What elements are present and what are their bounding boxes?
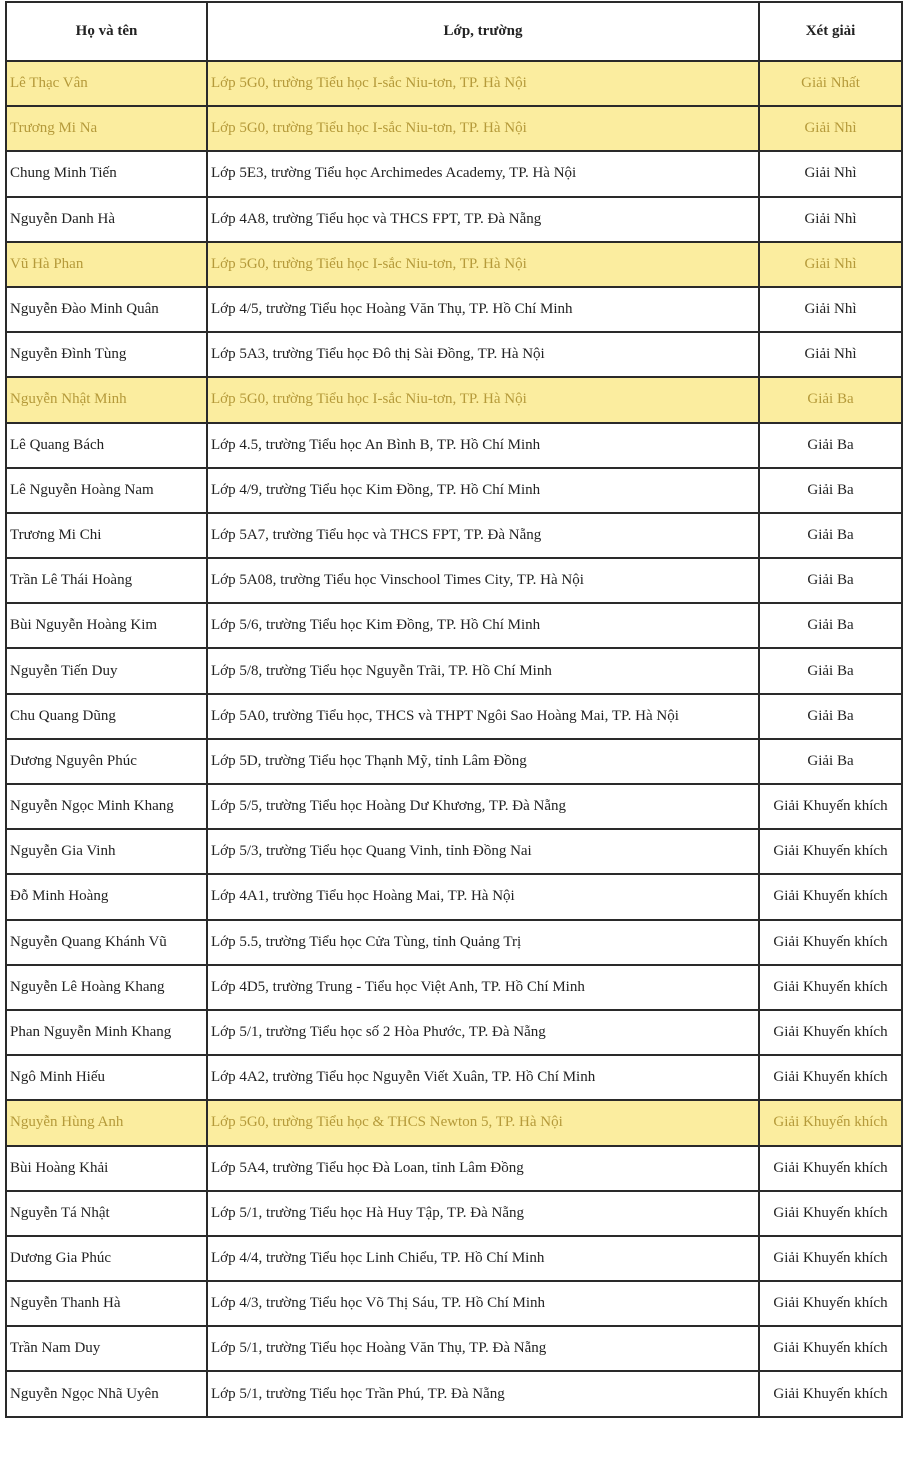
student-name: Phan Nguyễn Minh Khang [6, 1010, 207, 1055]
student-name: Trần Lê Thái Hoàng [6, 558, 207, 603]
student-name: Bùi Hoàng Khải [6, 1146, 207, 1191]
table-row [6, 151, 902, 196]
table-row [6, 965, 902, 1010]
table-row [6, 106, 902, 151]
award-level: Giải Nhì [759, 151, 902, 196]
student-name: Nguyễn Danh Hà [6, 197, 207, 242]
class-school: Lớp 5D, trường Tiểu học Thạnh Mỹ, tỉnh Lâm Đồng [207, 739, 759, 784]
student-name: Trần Nam Duy [6, 1326, 207, 1371]
table-row [6, 1371, 902, 1416]
student-name: Nguyễn Tá Nhật [6, 1191, 207, 1236]
class-school: Lớp 5A7, trường Tiểu học và THCS FPT, TP. Đà Nẵng [207, 513, 759, 558]
award-level: Giải Ba [759, 648, 902, 693]
student-name: Dương Gia Phúc [6, 1236, 207, 1281]
table-row [6, 603, 902, 648]
header-row [6, 2, 902, 61]
class-school: Lớp 5A4, trường Tiểu học Đà Loan, tỉnh Lâm Đồng [207, 1146, 759, 1191]
award-level: Giải Ba [759, 513, 902, 558]
class-school: Lớp 5/3, trường Tiểu học Quang Vinh, tỉnh Đồng Nai [207, 829, 759, 874]
award-level: Giải Ba [759, 377, 902, 422]
student-name: Nguyễn Thanh Hà [6, 1281, 207, 1326]
table-row [6, 242, 902, 287]
student-name: Nguyễn Ngọc Minh Khang [6, 784, 207, 829]
award-level: Giải Khuyến khích [759, 874, 902, 919]
table-row [6, 513, 902, 558]
table-row [6, 1100, 902, 1145]
class-school: Lớp 5.5, trường Tiểu học Cửa Tùng, tỉnh Quảng Trị [207, 920, 759, 965]
award-level: Giải Khuyến khích [759, 1281, 902, 1326]
class-school: Lớp 5G0, trường Tiểu học I-sắc Niu-tơn, TP. Hà Nội [207, 61, 759, 106]
table-row [6, 648, 902, 693]
table-row [6, 1055, 902, 1100]
class-school: Lớp 4A2, trường Tiểu học Nguyễn Viết Xuân, TP. Hồ Chí Minh [207, 1055, 759, 1100]
table-row [6, 874, 902, 919]
table-row [6, 377, 902, 422]
header-award: Xét giải [759, 2, 902, 61]
class-school: Lớp 5/1, trường Tiểu học Trần Phú, TP. Đà Nẵng [207, 1371, 759, 1416]
student-name: Chung Minh Tiến [6, 151, 207, 196]
table-body [6, 61, 902, 1417]
award-level: Giải Nhì [759, 197, 902, 242]
class-school: Lớp 5G0, trường Tiểu học I-sắc Niu-tơn, TP. Hà Nội [207, 242, 759, 287]
table-row [6, 829, 902, 874]
award-level: Giải Khuyến khích [759, 1191, 902, 1236]
student-name: Bùi Nguyễn Hoàng Kim [6, 603, 207, 648]
table-row [6, 1146, 902, 1191]
award-level: Giải Ba [759, 558, 902, 603]
table-row [6, 61, 902, 106]
student-name: Nguyễn Nhật Minh [6, 377, 207, 422]
student-name: Dương Nguyên Phúc [6, 739, 207, 784]
student-name: Nguyễn Đình Tùng [6, 332, 207, 377]
table-row [6, 1010, 902, 1055]
award-level: Giải Khuyến khích [759, 1100, 902, 1145]
award-level: Giải Nhì [759, 242, 902, 287]
student-name: Nguyễn Quang Khánh Vũ [6, 920, 207, 965]
student-name: Nguyễn Lê Hoàng Khang [6, 965, 207, 1010]
student-name: Trương Mi Na [6, 106, 207, 151]
class-school: Lớp 5A0, trường Tiểu học, THCS và THPT Ngôi Sao Hoàng Mai, TP. Hà Nội [207, 694, 759, 739]
table-row [6, 287, 902, 332]
student-name: Lê Nguyễn Hoàng Nam [6, 468, 207, 513]
class-school: Lớp 5/6, trường Tiểu học Kim Đồng, TP. Hồ Chí Minh [207, 603, 759, 648]
class-school: Lớp 5/8, trường Tiểu học Nguyễn Trãi, TP. Hồ Chí Minh [207, 648, 759, 693]
award-level: Giải Ba [759, 694, 902, 739]
class-school: Lớp 5G0, trường Tiểu học I-sắc Niu-tơn, TP. Hà Nội [207, 106, 759, 151]
table-row [6, 920, 902, 965]
award-level: Giải Nhì [759, 287, 902, 332]
table-row [6, 1191, 902, 1236]
table-row [6, 739, 902, 784]
student-name: Vũ Hà Phan [6, 242, 207, 287]
student-name: Nguyễn Hùng Anh [6, 1100, 207, 1145]
award-level: Giải Khuyến khích [759, 1010, 902, 1055]
header-name: Họ và tên [6, 2, 207, 61]
award-level: Giải Ba [759, 423, 902, 468]
award-level: Giải Ba [759, 468, 902, 513]
award-level: Giải Nhì [759, 332, 902, 377]
class-school: Lớp 4/9, trường Tiểu học Kim Đồng, TP. Hồ Chí Minh [207, 468, 759, 513]
class-school: Lớp 5E3, trường Tiểu học Archimedes Academy, TP. Hà Nội [207, 151, 759, 196]
student-name: Nguyễn Gia Vinh [6, 829, 207, 874]
award-level: Giải Khuyến khích [759, 1326, 902, 1371]
table-row [6, 197, 902, 242]
class-school: Lớp 5A3, trường Tiểu học Đô thị Sài Đồng, TP. Hà Nội [207, 332, 759, 377]
table-row [6, 558, 902, 603]
student-name: Đỗ Minh Hoàng [6, 874, 207, 919]
table-row [6, 1326, 902, 1371]
class-school: Lớp 5/5, trường Tiểu học Hoàng Dư Khương, TP. Đà Nẵng [207, 784, 759, 829]
student-name: Nguyễn Tiến Duy [6, 648, 207, 693]
student-name: Lê Quang Bách [6, 423, 207, 468]
class-school: Lớp 5G0, trường Tiểu học I-sắc Niu-tơn, TP. Hà Nội [207, 377, 759, 422]
class-school: Lớp 4A8, trường Tiểu học và THCS FPT, TP. Đà Nẵng [207, 197, 759, 242]
award-level: Giải Khuyến khích [759, 784, 902, 829]
table-row [6, 784, 902, 829]
class-school: Lớp 4.5, trường Tiểu học An Bình B, TP. Hồ Chí Minh [207, 423, 759, 468]
header-class: Lớp, trường [207, 2, 759, 61]
award-level: Giải Khuyến khích [759, 920, 902, 965]
award-level: Giải Ba [759, 739, 902, 784]
table-row [6, 332, 902, 377]
awards-table [5, 1, 903, 1418]
award-level: Giải Nhì [759, 106, 902, 151]
table-row [6, 1236, 902, 1281]
award-level: Giải Khuyến khích [759, 829, 902, 874]
student-name: Trương Mi Chi [6, 513, 207, 558]
table-row [6, 423, 902, 468]
student-name: Chu Quang Dũng [6, 694, 207, 739]
class-school: Lớp 5/1, trường Tiểu học Hà Huy Tập, TP. Đà Nẵng [207, 1191, 759, 1236]
award-level: Giải Khuyến khích [759, 1236, 902, 1281]
class-school: Lớp 5A08, trường Tiểu học Vinschool Times City, TP. Hà Nội [207, 558, 759, 603]
class-school: Lớp 4/3, trường Tiểu học Võ Thị Sáu, TP. Hồ Chí Minh [207, 1281, 759, 1326]
table-row [6, 468, 902, 513]
class-school: Lớp 4/4, trường Tiểu học Linh Chiểu, TP. Hồ Chí Minh [207, 1236, 759, 1281]
class-school: Lớp 5/1, trường Tiểu học số 2 Hòa Phước, TP. Đà Nẵng [207, 1010, 759, 1055]
table-row [6, 694, 902, 739]
student-name: Ngô Minh Hiếu [6, 1055, 207, 1100]
award-level: Giải Nhất [759, 61, 902, 106]
class-school: Lớp 4A1, trường Tiểu học Hoàng Mai, TP. Hà Nội [207, 874, 759, 919]
class-school: Lớp 4/5, trường Tiểu học Hoàng Văn Thụ, TP. Hồ Chí Minh [207, 287, 759, 332]
table-row [6, 1281, 902, 1326]
class-school: Lớp 4D5, trường Trung - Tiểu học Việt Anh, TP. Hồ Chí Minh [207, 965, 759, 1010]
student-name: Lê Thạc Vân [6, 61, 207, 106]
award-level: Giải Ba [759, 603, 902, 648]
award-level: Giải Khuyến khích [759, 1371, 902, 1416]
award-level: Giải Khuyến khích [759, 965, 902, 1010]
class-school: Lớp 5G0, trường Tiểu học & THCS Newton 5, TP. Hà Nội [207, 1100, 759, 1145]
award-level: Giải Khuyến khích [759, 1146, 902, 1191]
award-level: Giải Khuyến khích [759, 1055, 902, 1100]
student-name: Nguyễn Đào Minh Quân [6, 287, 207, 332]
student-name: Nguyễn Ngọc Nhã Uyên [6, 1371, 207, 1416]
class-school: Lớp 5/1, trường Tiểu học Hoàng Văn Thụ, TP. Đà Nẵng [207, 1326, 759, 1371]
